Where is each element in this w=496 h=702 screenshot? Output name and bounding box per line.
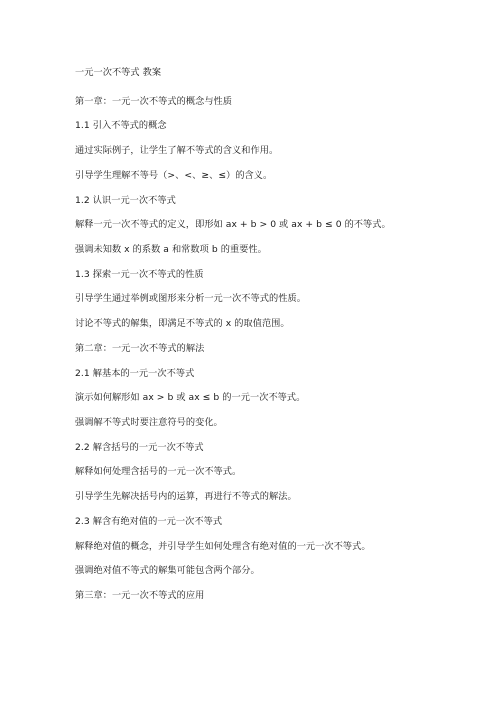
section-2-1-heading: 2.1 解基本的一元一次不等式 bbox=[75, 368, 195, 379]
section-1-2-heading: 1.2 认识一元一次不等式 bbox=[75, 195, 176, 206]
paragraph: 解释绝对值的概念，并引导学生如何处理含有绝对值的一元一次不等式。 bbox=[75, 541, 371, 552]
paragraph: 通过实际例子，让学生了解不等式的含义和作用。 bbox=[75, 145, 279, 156]
chapter-3-heading: 第三章：一元一次不等式的应用 bbox=[75, 590, 205, 601]
paragraph: 讨论不等式的解集，即满足不等式的 x 的取值范围。 bbox=[75, 318, 290, 329]
chapter-1-heading: 第一章：一元一次不等式的概念与性质 bbox=[75, 96, 233, 107]
paragraph: 强调未知数 x 的系数 a 和常数项 b 的重要性。 bbox=[75, 244, 267, 255]
document-title: 一元一次不等式 教案 bbox=[75, 67, 162, 78]
section-2-2-heading: 2.2 解含括号的一元一次不等式 bbox=[75, 442, 204, 453]
paragraph: 强调绝对值不等式的解集可能包含两个部分。 bbox=[75, 565, 260, 576]
chapter-2-heading: 第二章：一元一次不等式的解法 bbox=[75, 343, 205, 354]
paragraph: 解释如何处理含括号的一元一次不等式。 bbox=[75, 466, 242, 477]
section-1-3-heading: 1.3 探索一元一次不等式的性质 bbox=[75, 269, 204, 280]
paragraph: 演示如何解形如 ax > b 或 ax ≤ b 的一元一次不等式。 bbox=[75, 392, 306, 403]
paragraph: 引导学生理解不等号（>、<、≥、≤）的含义。 bbox=[75, 170, 273, 181]
paragraph: 强调解不等式时要注意符号的变化。 bbox=[75, 417, 223, 428]
paragraph: 解释一元一次不等式的定义，即形如 ax + b > 0 或 ax + b ≤ 0 的不等式。 bbox=[75, 219, 391, 230]
section-1-1-heading: 1.1 引入不等式的概念 bbox=[75, 120, 167, 131]
section-2-3-heading: 2.3 解含有绝对值的一元一次不等式 bbox=[75, 516, 223, 527]
paragraph: 引导学生先解决括号内的运算，再进行不等式的解法。 bbox=[75, 491, 297, 502]
paragraph: 引导学生通过举例或图形来分析一元一次不等式的性质。 bbox=[75, 293, 306, 304]
